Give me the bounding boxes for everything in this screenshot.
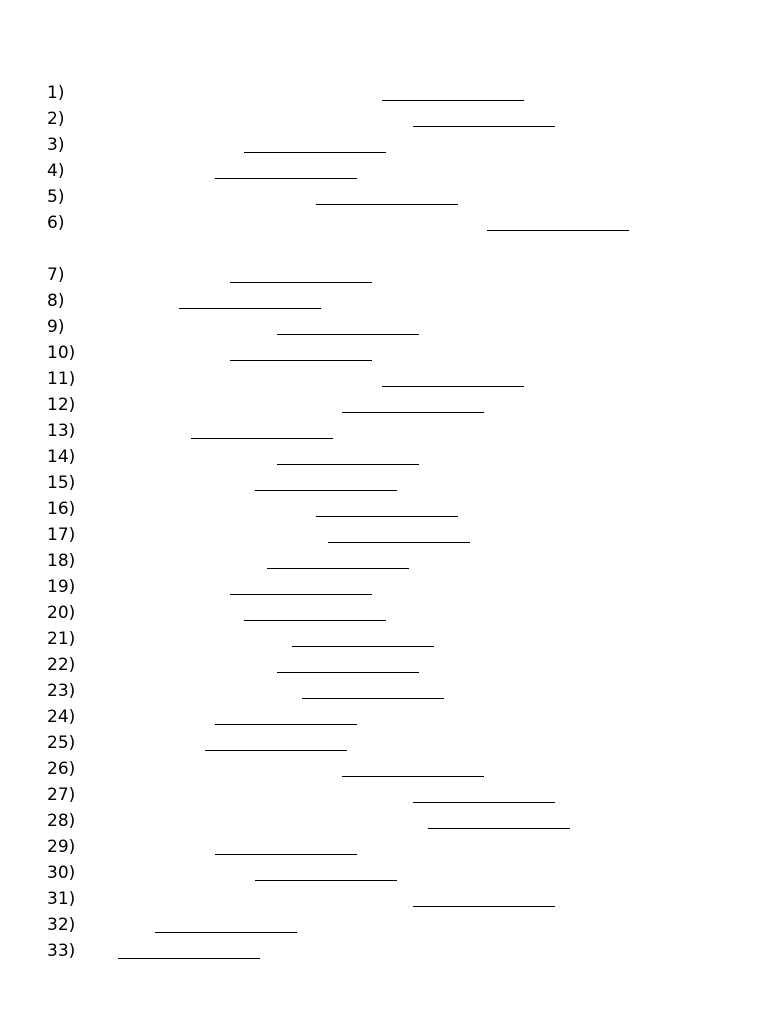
question-number: 20) [47, 603, 76, 623]
answer-blank [205, 750, 347, 751]
question-text [92, 756, 732, 782]
question-text [92, 314, 732, 340]
question-item [47, 808, 732, 834]
question-list [47, 80, 732, 964]
question-number: 31) [47, 889, 76, 909]
answer-blank [155, 932, 297, 933]
answer-blank [277, 672, 419, 673]
question-number: 9) [47, 317, 65, 337]
question-number: 3) [47, 135, 65, 155]
answer-blank [382, 386, 524, 387]
answer-blank [428, 828, 570, 829]
question-number: 26) [47, 759, 76, 779]
question-number: 12) [47, 395, 76, 415]
question-number: 5) [47, 187, 65, 207]
question-text [92, 392, 732, 418]
question-item [47, 912, 732, 938]
question-number: 24) [47, 707, 76, 727]
answer-blank [118, 958, 260, 959]
question-text [92, 418, 732, 444]
question-item [47, 730, 732, 756]
answer-blank [215, 854, 357, 855]
question-number: 1) [47, 83, 65, 103]
question-text [92, 886, 732, 912]
question-item [47, 626, 732, 652]
question-text [92, 288, 732, 314]
question-number: 27) [47, 785, 76, 805]
question-item [47, 522, 732, 548]
question-text [92, 444, 732, 470]
question-text [92, 652, 732, 678]
question-text [92, 548, 732, 574]
question-number: 19) [47, 577, 76, 597]
question-text [92, 834, 732, 860]
question-item [47, 574, 732, 600]
question-item [47, 678, 732, 704]
answer-blank [255, 880, 397, 881]
question-item [47, 652, 732, 678]
answer-blank [316, 204, 458, 205]
question-number: 25) [47, 733, 76, 753]
question-item [47, 262, 732, 288]
answer-blank [244, 152, 386, 153]
answer-blank [413, 906, 555, 907]
question-text [92, 184, 732, 210]
question-item [47, 366, 732, 392]
question-text [92, 678, 732, 704]
question-text [92, 522, 732, 548]
question-number: 8) [47, 291, 65, 311]
question-number: 21) [47, 629, 76, 649]
question-number: 10) [47, 343, 76, 363]
answer-blank [267, 568, 409, 569]
question-item [47, 444, 732, 470]
question-item [47, 80, 732, 106]
question-text [92, 938, 732, 964]
answer-blank [230, 282, 372, 283]
question-number: 11) [47, 369, 76, 389]
question-number: 14) [47, 447, 76, 467]
question-number: 17) [47, 525, 76, 545]
question-item [47, 106, 732, 132]
question-text [92, 574, 732, 600]
question-item [47, 132, 732, 158]
question-item [47, 158, 732, 184]
question-number: 2) [47, 109, 65, 129]
question-number: 32) [47, 915, 76, 935]
question-text [92, 730, 732, 756]
question-item [47, 210, 732, 262]
question-number: 15) [47, 473, 76, 493]
question-text [92, 106, 732, 132]
answer-blank [215, 178, 357, 179]
answer-blank [342, 776, 484, 777]
question-item [47, 704, 732, 730]
question-text [92, 132, 732, 158]
question-number: 33) [47, 941, 76, 961]
answer-blank [487, 230, 629, 231]
question-item [47, 288, 732, 314]
question-number: 22) [47, 655, 76, 675]
question-number: 4) [47, 161, 65, 181]
question-text [92, 808, 732, 834]
answer-blank [413, 126, 555, 127]
answer-blank [255, 490, 397, 491]
question-text [92, 470, 732, 496]
answer-blank [413, 802, 555, 803]
answer-blank [230, 594, 372, 595]
answer-blank [179, 308, 321, 309]
question-item [47, 600, 732, 626]
question-item [47, 470, 732, 496]
question-item [47, 548, 732, 574]
question-text [92, 496, 732, 522]
question-number: 18) [47, 551, 76, 571]
question-item [47, 340, 732, 366]
question-text [92, 80, 732, 106]
question-text [92, 912, 732, 938]
answer-blank [292, 646, 434, 647]
question-number: 13) [47, 421, 76, 441]
question-item [47, 314, 732, 340]
question-item [47, 756, 732, 782]
answer-blank [215, 724, 357, 725]
question-number: 7) [47, 265, 65, 285]
question-item [47, 782, 732, 808]
question-item [47, 886, 732, 912]
answer-blank [328, 542, 470, 543]
question-number: 6) [47, 213, 65, 233]
answer-blank [244, 620, 386, 621]
question-item [47, 938, 732, 964]
answer-blank [277, 464, 419, 465]
question-item [47, 860, 732, 886]
question-item [47, 496, 732, 522]
answer-blank [342, 412, 484, 413]
question-text [92, 210, 732, 236]
answer-blank [382, 100, 524, 101]
question-number: 29) [47, 837, 76, 857]
question-number: 30) [47, 863, 76, 883]
question-text [92, 158, 732, 184]
answer-blank [316, 516, 458, 517]
question-number: 23) [47, 681, 76, 701]
question-number: 16) [47, 499, 76, 519]
question-text [92, 782, 732, 808]
question-item [47, 834, 732, 860]
question-text [92, 340, 732, 366]
answer-blank [230, 360, 372, 361]
answer-blank [191, 438, 333, 439]
question-text [92, 600, 732, 626]
question-text [92, 366, 732, 392]
question-item [47, 392, 732, 418]
question-number: 28) [47, 811, 76, 831]
answer-blank [302, 698, 444, 699]
question-item [47, 184, 732, 210]
answer-blank [277, 334, 419, 335]
question-text [92, 860, 732, 886]
question-text [92, 704, 732, 730]
question-item [47, 418, 732, 444]
question-text [92, 626, 732, 652]
question-text [92, 262, 732, 288]
